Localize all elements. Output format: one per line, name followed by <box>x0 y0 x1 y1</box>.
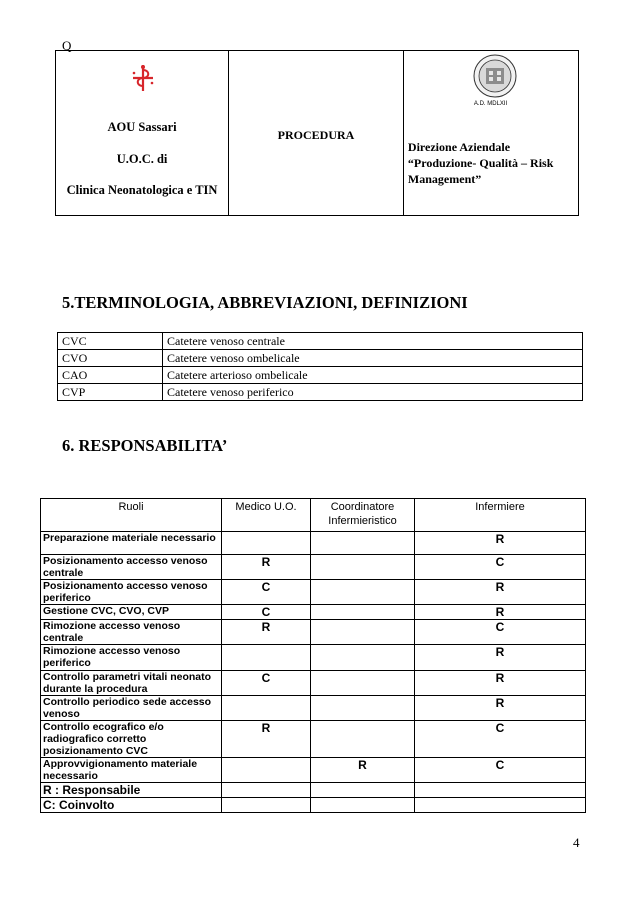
inf-cell: C <box>415 720 586 757</box>
role-cell: Posizionamento accesso venoso periferico <box>41 580 222 605</box>
coord-cell <box>311 720 415 757</box>
legend-row-responsabile <box>41 783 586 798</box>
medico-cell <box>222 645 311 670</box>
table-row <box>58 350 583 367</box>
def-cell: Catetere venoso centrale <box>163 333 583 350</box>
medico-cell: R <box>222 720 311 757</box>
inf-cell: R <box>415 605 586 620</box>
medico-cell: R <box>222 555 311 580</box>
role-cell: Rimozione accesso venoso periferico <box>41 645 222 670</box>
responsibility-table <box>40 498 586 813</box>
inf-cell: C <box>415 757 586 782</box>
role-cell: Controllo periodico sede accesso venoso <box>41 695 222 720</box>
col-header-medico: Medico U.O. <box>222 499 311 532</box>
coord-cell <box>311 605 415 620</box>
department-label: Clinica Neonatologica e TIN <box>66 183 218 197</box>
table-row <box>41 605 586 620</box>
abbr-cell: CAO <box>58 367 163 384</box>
coord-cell <box>311 695 415 720</box>
role-cell: Preparazione materiale necessario <box>41 532 222 555</box>
header-doctype-cell <box>229 51 404 216</box>
inf-cell: R <box>415 645 586 670</box>
abbr-cell: CVO <box>58 350 163 367</box>
section-6-title: 6. RESPONSABILITA’ <box>62 436 228 455</box>
abbreviations-table <box>57 332 583 401</box>
legend-r: R : Responsabile <box>41 783 222 798</box>
inf-cell: R <box>415 532 586 555</box>
medico-cell <box>222 695 311 720</box>
role-cell: Rimozione accesso venoso centrale <box>41 620 222 645</box>
coord-cell: R <box>311 757 415 782</box>
def-cell: Catetere venoso periferico <box>163 384 583 401</box>
inf-cell: R <box>415 695 586 720</box>
table-row <box>41 620 586 645</box>
coord-cell <box>311 555 415 580</box>
legend-row-coinvolto <box>41 798 586 813</box>
medico-cell: C <box>222 580 311 605</box>
def-cell: Catetere venoso ombelicale <box>163 350 583 367</box>
table-row <box>41 555 586 580</box>
document-header <box>55 50 579 216</box>
abbr-cell: CVC <box>58 333 163 350</box>
table-row <box>41 720 586 757</box>
header-direction-cell <box>403 51 578 216</box>
medico-cell <box>222 532 311 555</box>
coord-cell <box>311 645 415 670</box>
inf-cell: C <box>415 620 586 645</box>
table-row <box>41 670 586 695</box>
def-cell: Catetere arterioso ombelicale <box>163 367 583 384</box>
inf-cell: R <box>415 670 586 695</box>
abbr-cell: CVP <box>58 384 163 401</box>
table-row <box>41 645 586 670</box>
table-row <box>41 757 586 782</box>
role-cell: Controllo parametri vitali neonato durante la procedura <box>41 670 222 695</box>
coord-cell <box>311 670 415 695</box>
col-header-infermiere: Infermiere <box>415 499 586 532</box>
inf-cell: R <box>415 580 586 605</box>
doc-type: PROCEDURA <box>277 128 355 142</box>
table-row <box>58 333 583 350</box>
role-cell: Posizionamento accesso venoso centrale <box>41 555 222 580</box>
direction-line-2: “Produzione- Qualità – Risk <box>407 156 554 171</box>
medico-cell: C <box>222 670 311 695</box>
direction-line-3: Management” <box>407 172 482 187</box>
col-header-coordinatore: Coordinatore Infermieristico <box>311 499 415 532</box>
table-row <box>41 580 586 605</box>
table-row <box>58 367 583 384</box>
role-cell: Controllo ecografico e/o radiografico corretto posizionamento CVC <box>41 720 222 757</box>
header-org-cell <box>56 51 229 216</box>
medico-cell: C <box>222 605 311 620</box>
section-5-title: 5.TERMINOLOGIA, ABBREVIAZIONI, DEFINIZIONI <box>62 293 468 312</box>
direction-line-1: Direzione Aziendale <box>407 140 511 154</box>
role-cell: Gestione CVC, CVO, CVP <box>41 605 222 620</box>
col-header-roles: Ruoli <box>41 499 222 532</box>
corner-mark: Q <box>62 38 72 53</box>
unit-label: U.O.C. di <box>116 151 168 166</box>
table-row <box>41 695 586 720</box>
legend-c: C: Coinvolto <box>41 798 222 813</box>
table-row <box>41 532 586 555</box>
org-name: AOU Sassari <box>107 120 177 134</box>
inf-cell: C <box>415 555 586 580</box>
seal-date: A.D. MDLXII <box>473 101 508 107</box>
coord-cell <box>311 532 415 555</box>
coord-cell <box>311 580 415 605</box>
coord-cell <box>311 620 415 645</box>
medico-cell: R <box>222 620 311 645</box>
medico-cell <box>222 757 311 782</box>
table-header-row <box>41 499 586 532</box>
page-number: 4 <box>573 835 580 850</box>
university-seal-icon <box>473 54 517 98</box>
aou-logo-icon <box>128 63 158 93</box>
role-cell: Approvvigionamento materiale necessario <box>41 757 222 782</box>
table-row <box>58 384 583 401</box>
